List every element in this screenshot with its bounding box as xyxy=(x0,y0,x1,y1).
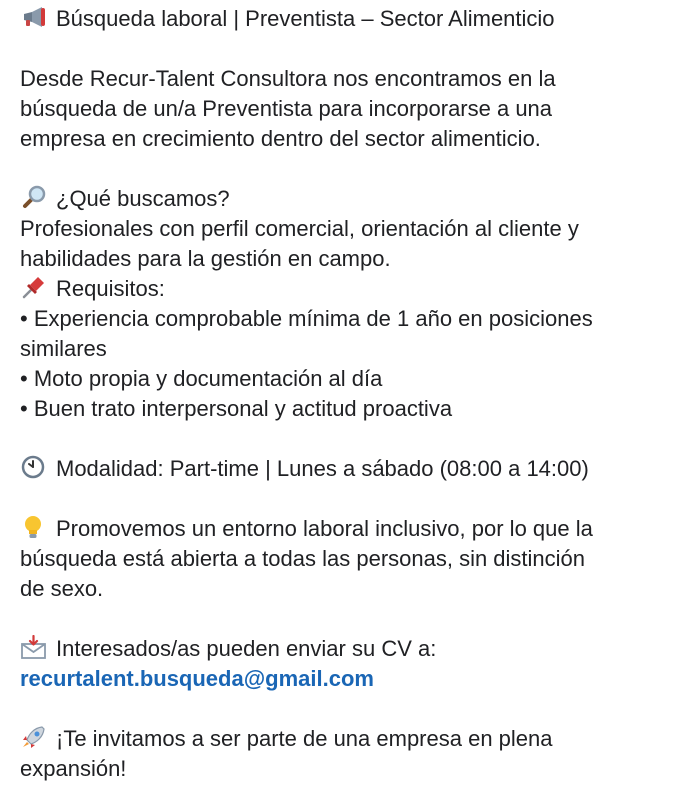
spacer xyxy=(20,694,660,724)
requirement-item: • Moto propia y documentación al día xyxy=(20,366,383,391)
looking-for-heading-text: ¿Qué buscamos? xyxy=(56,186,230,211)
looking-for-heading xyxy=(20,184,660,214)
inclusive-line: de sexo. xyxy=(20,576,104,601)
clock-icon xyxy=(20,455,48,479)
envelope-arrow-icon xyxy=(20,635,48,659)
light-bulb-icon xyxy=(20,515,48,539)
spacer xyxy=(20,154,660,184)
megaphone-icon xyxy=(20,5,48,29)
email-link[interactable]: recurtalent.busqueda@gmail.com xyxy=(20,666,374,691)
contact-line xyxy=(20,634,660,664)
inclusive-line: búsqueda está abierta a todas las personas, sin distinción xyxy=(20,546,586,571)
job-post xyxy=(20,4,660,784)
pushpin-icon xyxy=(20,275,48,299)
requirements-heading-text: Requisitos: xyxy=(56,276,165,301)
requirement-item: similares xyxy=(20,336,107,361)
inclusive-text: Promovemos un entorno laboral inclusivo, por lo que la xyxy=(56,516,593,541)
intro-line: búsqueda de un/a Preventista para incorporarse a una xyxy=(20,96,553,121)
requirements-heading xyxy=(20,274,660,304)
post-title-text: Búsqueda laboral | Preventista – Sector Alimenticio xyxy=(56,6,555,31)
spacer xyxy=(20,604,660,634)
contact-text: Interesados/as pueden enviar su CV a: xyxy=(56,636,437,661)
spacer xyxy=(20,424,660,454)
requirement-item: • Buen trato interpersonal y actitud proactiva xyxy=(20,396,453,421)
inclusive-line xyxy=(20,514,660,544)
intro-line: Desde Recur-Talent Consultora nos encontramos en la xyxy=(20,66,556,91)
looking-for-line: Profesionales con perfil comercial, orientación al cliente y xyxy=(20,216,579,241)
rocket-icon xyxy=(20,725,48,749)
requirement-item: • Experiencia comprobable mínima de 1 año en posiciones xyxy=(20,306,593,331)
closing-line: expansión! xyxy=(20,756,127,781)
post-title xyxy=(20,4,660,34)
email-row xyxy=(20,664,660,694)
closing-text: ¡Te invitamos a ser parte de una empresa en plena xyxy=(56,726,553,751)
modality-line xyxy=(20,454,660,484)
magnifying-glass-icon xyxy=(20,185,48,209)
looking-for-line: habilidades para la gestión en campo. xyxy=(20,246,391,271)
modality-text: Modalidad: Part-time | Lunes a sábado (08:00 a 14:00) xyxy=(56,456,589,481)
intro-line: empresa en crecimiento dentro del sector alimenticio. xyxy=(20,126,541,151)
spacer xyxy=(20,484,660,514)
closing-line xyxy=(20,724,660,754)
spacer xyxy=(20,34,660,64)
